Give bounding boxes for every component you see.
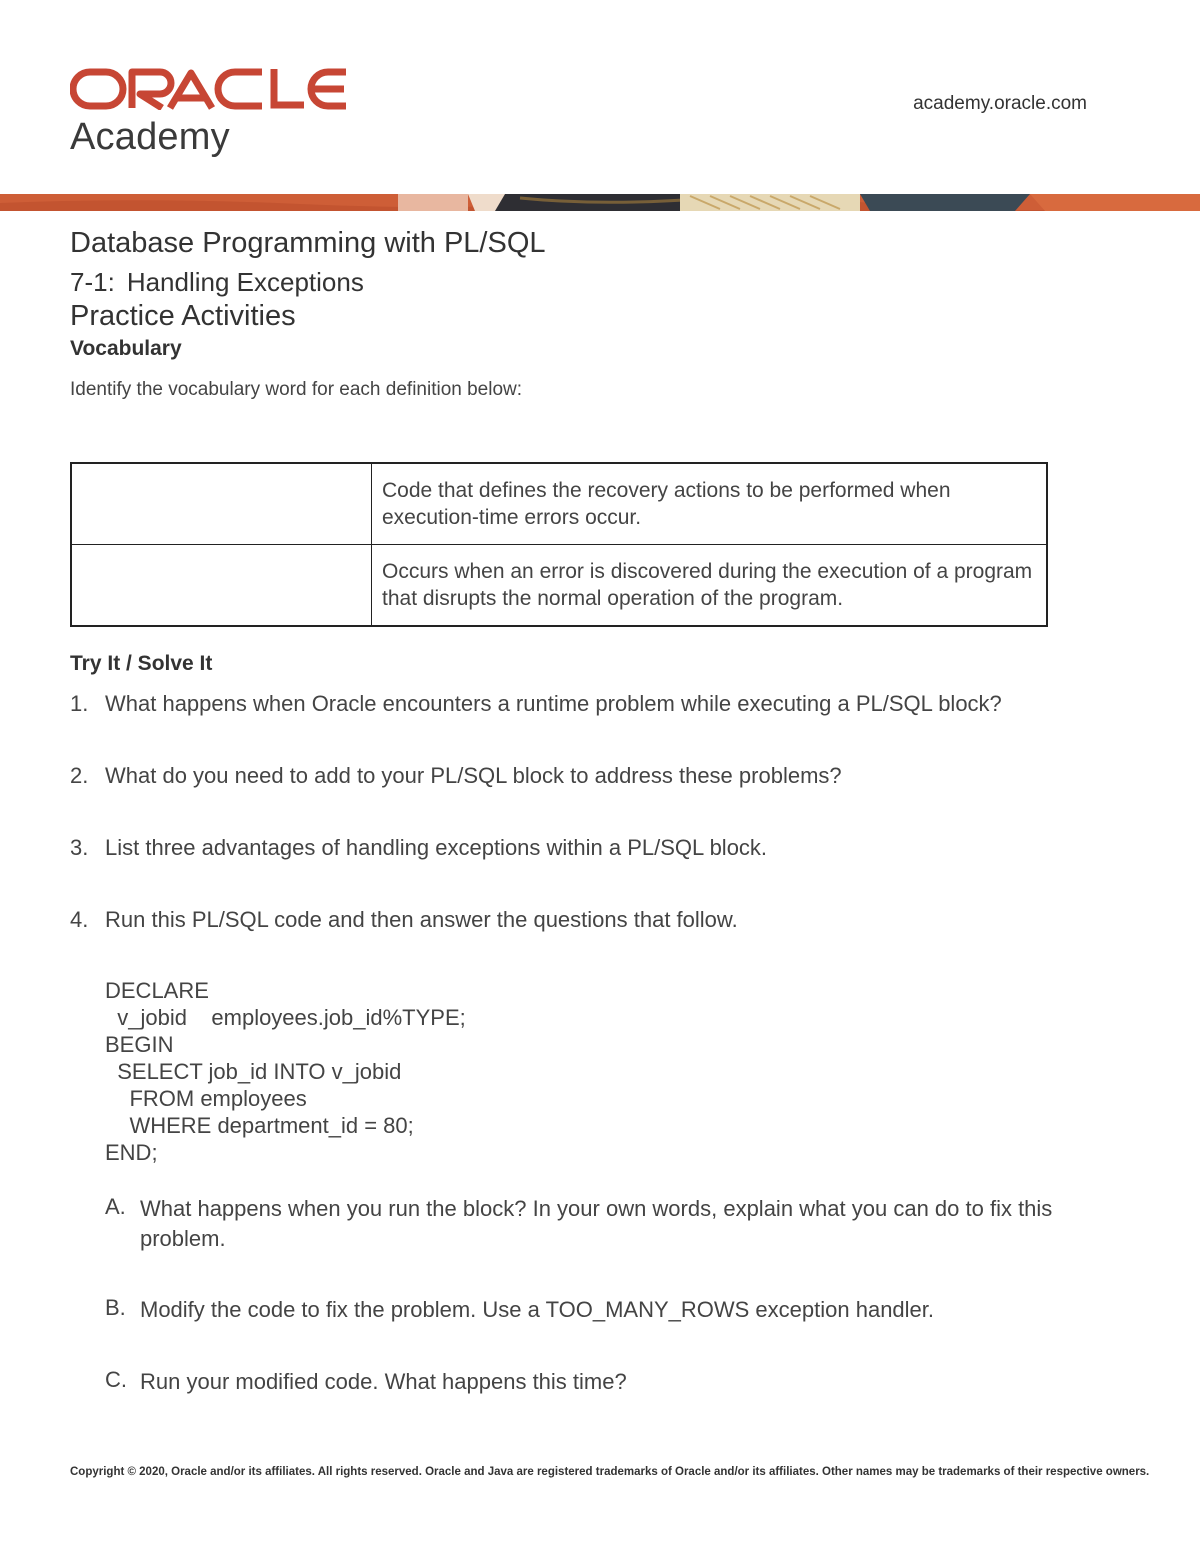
sub-question-item — [105, 1295, 1125, 1325]
question-number: 3. — [70, 835, 89, 860]
code-line: SELECT job_id INTO v_jobid — [105, 1059, 402, 1084]
question-number: 2. — [70, 763, 89, 788]
sub-question-letter: A. — [105, 1194, 126, 1219]
sub-question-item — [105, 1367, 1125, 1397]
lesson-name: Handling Exceptions — [126, 267, 364, 297]
question-item — [70, 691, 1002, 717]
question-number: 1. — [70, 691, 89, 716]
question-text: Run this PL/SQL code and then answer the questions that follow. — [105, 907, 738, 932]
code-line: DECLARE — [105, 978, 209, 1003]
site-url: academy.oracle.com — [913, 93, 1087, 114]
copyright-footer: Copyright © 2020, Oracle and/or its affiliates. All rights reserved. Oracle and Java are registered trademarks of Oracle and/or its affiliates. Other names may be trademarks of their respective owners. — [70, 1466, 1150, 1478]
oracle-logo — [70, 68, 348, 110]
code-line: FROM employees — [105, 1086, 307, 1111]
sub-question-text: Run your modified code. What happens this time? — [140, 1369, 627, 1394]
question-number: 4. — [70, 907, 89, 932]
sub-question-text: Modify the code to fix the problem. Use a TOO_MANY_ROWS exception handler. — [140, 1297, 935, 1322]
definition-cell: Occurs when an error is discovered during the execution of a program that disrupts the normal operation of the program. — [372, 545, 1048, 627]
lesson-number: 7-1: — [70, 267, 115, 297]
code-block — [105, 977, 466, 1166]
question-item — [70, 907, 738, 933]
code-line: WHERE department_id = 80; — [105, 1113, 414, 1138]
definition-cell: Code that defines the recovery actions to be performed when execution-time errors occur. — [372, 463, 1048, 545]
table-row — [71, 545, 1047, 627]
question-item — [70, 835, 767, 861]
vocabulary-instruction: Identify the vocabulary word for each definition below: — [70, 379, 523, 400]
sub-question-letter: B. — [105, 1295, 126, 1320]
question-item — [70, 763, 842, 789]
table-row — [71, 463, 1047, 545]
code-line: BEGIN — [105, 1032, 174, 1057]
question-text: What happens when Oracle encounters a runtime problem while executing a PL/SQL block? — [105, 691, 1002, 716]
question-text: List three advantages of handling exceptions within a PL/SQL block. — [105, 835, 768, 860]
lesson-title — [70, 267, 364, 298]
sub-question-text: What happens when you run the block? In your own words, explain what you can do to fix this problem. — [140, 1196, 1053, 1251]
sub-question-letter: C. — [105, 1367, 127, 1392]
academy-label: Academy — [70, 116, 230, 158]
vocabulary-table — [70, 462, 1048, 627]
vocabulary-heading: Vocabulary — [70, 337, 182, 360]
term-cell[interactable] — [71, 463, 372, 545]
code-line: END; — [105, 1140, 158, 1165]
code-line: v_jobid employees.job_id%TYPE; — [105, 1005, 466, 1030]
try-it-heading: Try It / Solve It — [70, 652, 213, 675]
practice-title: Practice Activities — [70, 300, 296, 332]
decorative-banner — [0, 194, 1200, 211]
sub-question-item — [105, 1194, 1125, 1254]
course-title: Database Programming with PL/SQL — [70, 227, 546, 259]
question-text: What do you need to add to your PL/SQL block to address these problems? — [105, 763, 842, 788]
term-cell[interactable] — [71, 545, 372, 627]
